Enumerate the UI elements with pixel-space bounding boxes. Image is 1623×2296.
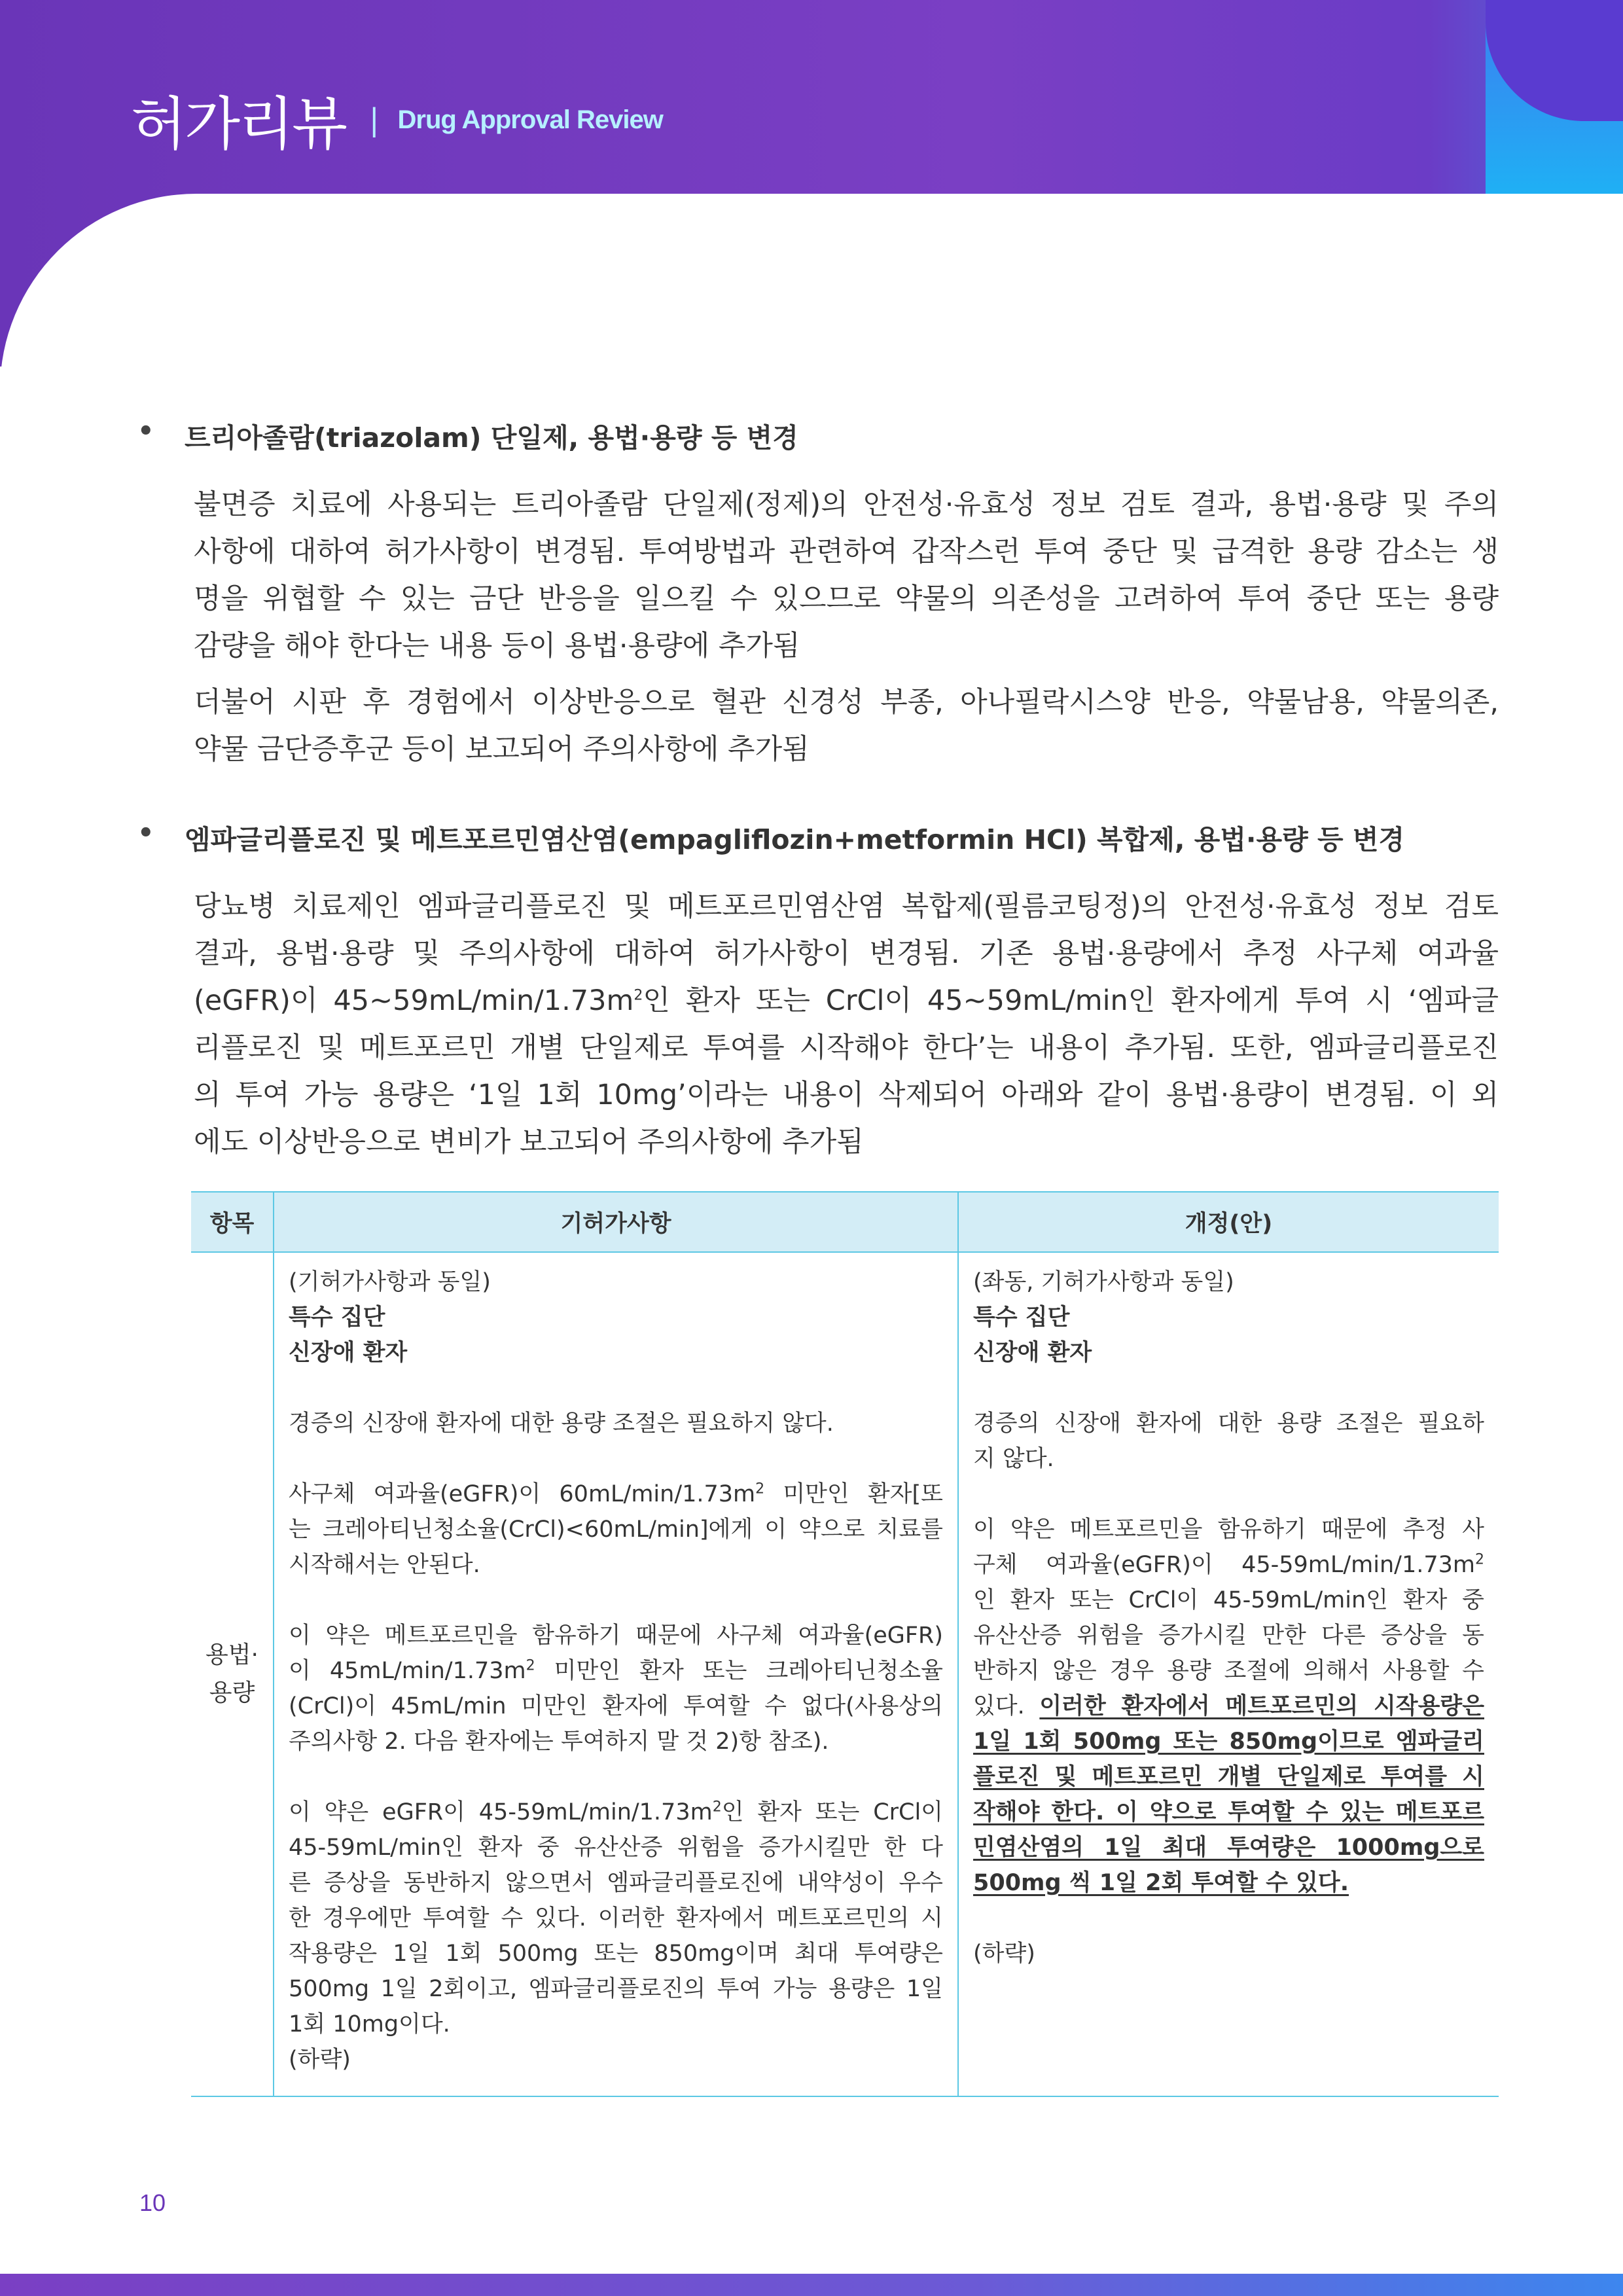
- footer-bar: [0, 2274, 1623, 2296]
- page-number: 10: [139, 2189, 166, 2216]
- cell-line-underlined: 민염산염의 1일 최대 투여량은 1000mg으로: [973, 1835, 1484, 1861]
- cell-line: (좌동, 기허가사항과 동일): [973, 1269, 1234, 1295]
- paragraph: [194, 679, 1499, 773]
- paragraph-line: 의 투여 가능 용량은 ‘1일 1회 10mg’이라는 내용이 삭제되어 아래와 같이 용법·용량이 변경됨. 이 외: [194, 1079, 1499, 1111]
- cell-line: 경증의 신장애 환자에 대한 용량 조절은 필요하지 않다.: [289, 1410, 834, 1437]
- table-cell-item: [191, 1252, 274, 2096]
- cell-line: 시작해서는 안된다.: [289, 1552, 480, 1578]
- cell-text: 있다.: [973, 1693, 1040, 1719]
- cell-line: (기허가사항과 동일): [289, 1269, 491, 1295]
- comparison-table: [191, 1191, 1499, 2097]
- paragraph: [194, 481, 1499, 670]
- cell-line: 500mg 1일 2회이고, 엠파글리플로진의 투여 가능 용량은 1일: [289, 1976, 943, 2002]
- cell-line: 른 증상을 동반하지 않으면서 엠파글리플로진에 내약성이 우수: [289, 1870, 943, 1896]
- header-brand: [131, 79, 663, 161]
- cell-line: 지 않다.: [973, 1446, 1054, 1472]
- cell-line: 작용량은 1일 1회 500mg 또는 850mg이며 최대 투여량은: [289, 1941, 943, 1967]
- item-label-line: 용량: [209, 1679, 255, 1706]
- cell-line-underlined: 500mg 씩 1일 2회 투여할 수 있다.: [973, 1870, 1349, 1896]
- paragraph-line: 당뇨병 치료제인 엠파글리플로진 및 메트포르민염산염 복합제(필름코팅정)의 안전성·유효성 정보 검토: [194, 890, 1499, 923]
- table-header-item: 항목: [191, 1192, 274, 1252]
- cell-line-mixed: [973, 1689, 1484, 1724]
- cell-text-underlined: 이러한 환자에서 메트포르민의 시작용량은: [1039, 1693, 1485, 1719]
- cell-line: 반하지 않은 경우 용량 조절에 의해서 사용할 수: [973, 1658, 1484, 1684]
- cell-line: 신장애 환자: [973, 1340, 1092, 1366]
- table-header-previous: 기허가사항: [274, 1192, 958, 1252]
- paragraph: [194, 883, 1499, 1166]
- cell-line: (하략): [973, 1941, 1035, 1967]
- section-heading: [137, 818, 1499, 857]
- cell-line: 이 약은 eGFR이 $45-59mL/\min/1.73m^2$인 환자 또는 CrCl이: [289, 1799, 943, 1825]
- cell-line: 특수 집단: [289, 1304, 385, 1331]
- cell-line: 신장애 환자: [289, 1340, 408, 1366]
- section-heading-text: 엠파글리플로진 및 메트포르민염산염(empagliflozin+metformin HCl) 복합제, 용법·용량 등 변경: [185, 824, 1405, 855]
- section-triazolam: [137, 416, 1499, 773]
- cell-line: 1회 10mg이다.: [289, 2011, 450, 2037]
- cell-line: (CrCl)이 45mL/min 미만인 환자에 투여할 수 없다(사용상의: [289, 1693, 943, 1719]
- cell-line-underlined: 1일 1회 500mg 또는 850mg이므로 엠파글리: [973, 1729, 1484, 1755]
- table-cell-revised: [958, 1252, 1499, 2096]
- cell-line: 인 환자 또는 CrCl이 45-59mL/min인 환자 중: [973, 1587, 1484, 1613]
- bullet-icon: •: [137, 818, 154, 848]
- cell-line: 이 약은 메트포르민을 함유하기 때문에 추정 사: [973, 1516, 1484, 1543]
- paragraph-line: 결과, 용법·용량 및 주의사항에 대하여 허가사항이 변경됨. 기존 용법·용량에서 추정 사구체 여과율: [194, 937, 1499, 970]
- cell-line: 한 경우에만 투여할 수 있다. 이러한 환자에서 메트포르민의 시: [289, 1905, 943, 1931]
- paragraph-line: 사항에 대하여 허가사항이 변경됨. 투여방법과 관련하여 갑작스런 투여 중단 및 급격한 용량 감소는 생: [194, 535, 1499, 568]
- table-row: [191, 1252, 1499, 2096]
- table-header-revised: 개정(안): [958, 1192, 1499, 1252]
- cell-line-underlined: 작해야 한다. 이 약으로 투여할 수 있는 메트포르: [973, 1799, 1484, 1825]
- item-label-line: 용법·: [205, 1641, 259, 1668]
- paragraph-line: 리플로진 및 메트포르민 개별 단일제로 투여를 시작해야 한다’는 내용이 추가됨. 또한, 엠파글리플로진: [194, 1031, 1499, 1064]
- cell-line: (하략): [289, 2047, 351, 2073]
- paragraph-line: 감량을 해야 한다는 내용 등이 용법·용량에 추가됨: [194, 630, 800, 662]
- cell-line: 특수 집단: [973, 1304, 1070, 1331]
- paragraph-line: (eGFR)이 $45\sim 59mL/\min/1.73m^2$인 환자 또는 CrCl이 45~59mL/min인 환자에게 투여 시 ‘엠파글: [194, 984, 1499, 1017]
- section-empagliflozin-metformin: [137, 818, 1499, 1166]
- cell-line: 경증의 신장애 환자에 대한 용량 조절은 필요하: [973, 1410, 1484, 1437]
- paragraph-line: 약물 금단증후군 등이 보고되어 주의사항에 추가됨: [194, 733, 810, 766]
- header-title-en: Drug Approval Review: [397, 105, 663, 134]
- paragraph-line: 더불어 시판 후 경험에서 이상반응으로 혈관 신경성 부종, 아나필락시스양 반응, 약물남용, 약물의존,: [194, 686, 1499, 719]
- header-separator: |: [369, 102, 380, 137]
- table-cell-previous: [274, 1252, 958, 2096]
- cell-line: 45-59mL/min인 환자 중 유산산증 위험을 증가시킬만 한 다: [289, 1835, 943, 1861]
- section-heading: [137, 416, 1499, 455]
- header-title-ko: 허가리뷰: [131, 90, 346, 158]
- bullet-icon: •: [137, 416, 154, 446]
- cell-line: 주의사항 2. 다음 환자에는 투여하지 말 것 2)항 참조).: [289, 1729, 829, 1755]
- table-header-row: [191, 1192, 1499, 1252]
- paragraph-line: 명을 위협할 수 있는 금단 반응을 일으킬 수 있으므로 약물의 의존성을 고려하여 투여 중단 또는 용량: [194, 583, 1499, 615]
- cell-line-underlined: 플로진 및 메트포르민 개별 단일제로 투여를 시: [973, 1764, 1484, 1790]
- section-heading-text: 트리아졸람(triazolam) 단일제, 용법·용량 등 변경: [185, 422, 798, 454]
- cell-line: 이 약은 메트포르민을 함유하기 때문에 사구체 여과율(eGFR): [289, 1623, 943, 1649]
- cell-line: 이 $45mL/\min/1.73m^2$ 미만인 환자 또는 크레아티닌청소율: [289, 1657, 943, 1684]
- paragraph-line: 불면증 치료에 사용되는 트리아졸람 단일제(정제)의 안전성·유효성 정보 검토 결과, 용법·용량 및 주의: [194, 488, 1499, 521]
- cell-line: 는 크레아티닌청소율(CrCl)<60mL/min]에게 이 약으로 치료를: [289, 1516, 943, 1543]
- cell-line: 유산산증 위험을 증가시킬 만한 다른 증상을 동: [973, 1623, 1484, 1649]
- cell-line: 구체 여과율(eGFR)이 $45-59mL/\min/1.73m^2$: [973, 1551, 1484, 1578]
- paragraph-line: 에도 이상반응으로 변비가 보고되어 주의사항에 추가됨: [194, 1126, 864, 1158]
- cell-line: 사구체 여과율(eGFR)이 $60mL/\min/1.73m^2$ 미만인 환자[또: [289, 1480, 943, 1507]
